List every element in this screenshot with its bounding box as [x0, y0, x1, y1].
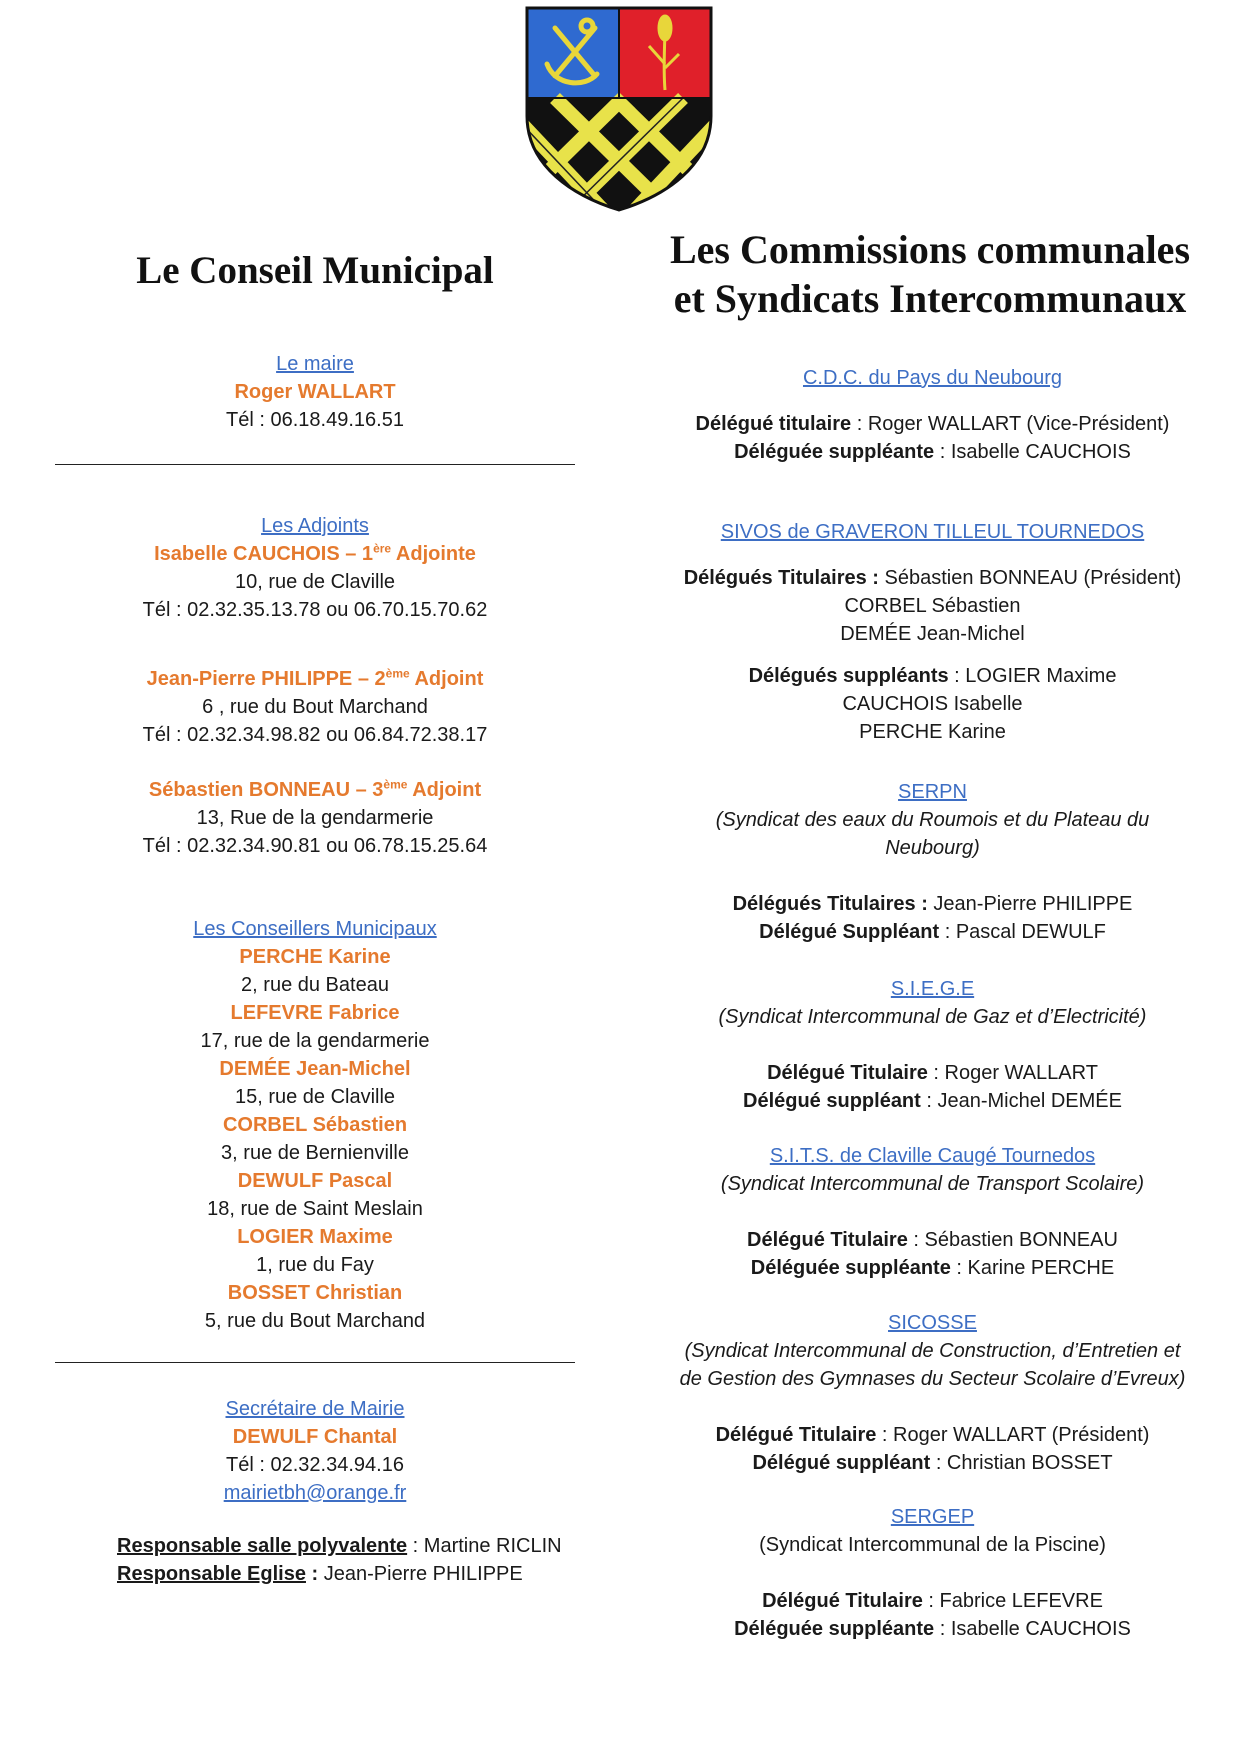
email-link[interactable]: mairietbh@orange.fr [223, 1482, 407, 1504]
adjoint-address: 13, Rue de la gendarmerie [196, 807, 434, 829]
responsables-block [117, 1532, 587, 1588]
adjoint-address: 10, rue de Claville [234, 571, 396, 593]
conseiller-address: 1, rue du Fay [256, 1254, 374, 1276]
conseiller-address: 3, rue de Bernienville [221, 1142, 409, 1164]
divider [55, 464, 575, 465]
siege-block [665, 975, 1200, 1115]
sicosse-description: (Syndicat Intercommunal de Construction, d’Entretien et [684, 1340, 1181, 1362]
delegue-line: Déléguée suppléante : Isabelle CAUCHOIS [734, 1618, 1131, 1640]
conseillers-heading: Les Conseillers Municipaux [193, 918, 437, 940]
sivos-block [665, 518, 1200, 746]
adjoints-block [55, 512, 575, 624]
maire-tel: Tél : 06.18.49.16.51 [226, 409, 404, 431]
delegue-line: CAUCHOIS Isabelle [842, 693, 1023, 715]
conseiller-address: 18, rue de Saint Meslain [207, 1198, 423, 1220]
secretaire-tel: Tél : 02.32.34.94.16 [226, 1454, 404, 1476]
commissions-title: Les Commissions communales et Syndicats Intercommunaux [669, 227, 1191, 321]
siege-heading: S.I.E.G.E [890, 978, 975, 1000]
delegue-line: DEMÉE Jean-Michel [840, 623, 1025, 645]
adjoint-name: Sébastien BONNEAU – 3ème Adjoint [148, 777, 482, 801]
serpn-description: (Syndicat des eaux du Roumois et du Plateau du [715, 809, 1150, 831]
sicosse-block [665, 1309, 1200, 1477]
delegue-line: Délégué suppléant : Christian BOSSET [752, 1452, 1113, 1474]
serpn-description: Neubourg) [885, 837, 980, 859]
delegue-line: Délégués Titulaires : Sébastien BONNEAU (Président) [683, 567, 1182, 589]
maire-block [55, 350, 575, 434]
council-title: Le Conseil Municipal [136, 249, 494, 292]
conseiller-name: PERCHE Karine [239, 946, 391, 968]
maire-name: Roger WALLART [234, 381, 396, 403]
cdc-block [665, 364, 1200, 466]
sits-heading: S.I.T.S. de Claville Caugé Tournedos [769, 1145, 1096, 1167]
delegue-line: Délégués suppléants : LOGIER Maxime [748, 665, 1117, 687]
conseiller-name: DEMÉE Jean-Michel [219, 1058, 411, 1080]
secretaire-block [55, 1395, 575, 1507]
conseiller-name: CORBEL Sébastien [222, 1114, 408, 1136]
sergep-block [665, 1503, 1200, 1643]
conseillers-block [55, 915, 575, 1335]
sergep-description: (Syndicat Intercommunal de la Piscine) [759, 1534, 1106, 1556]
secretaire-heading: Secrétaire de Mairie [225, 1398, 405, 1420]
maire-heading: Le maire [276, 353, 354, 375]
sivos-heading: SIVOS de GRAVERON TILLEUL TOURNEDOS [720, 521, 1145, 543]
conseiller-name: LEFEVRE Fabrice [230, 1002, 400, 1024]
serpn-block [665, 778, 1200, 946]
serpn-heading: SERPN [898, 781, 967, 803]
responsable-line: Responsable salle polyvalente : Martine RICLIN [117, 1535, 562, 1557]
adjoint-tel: Tél : 02.32.35.13.78 ou 06.70.15.70.62 [142, 599, 488, 621]
sicosse-description: de Gestion des Gymnases du Secteur Scolaire d’Evreux) [679, 1368, 1186, 1390]
adjoint-address: 6 , rue du Bout Marchand [202, 696, 428, 718]
delegue-line: Délégué Suppléant : Pascal DEWULF [759, 921, 1106, 943]
conseiller-name: BOSSET Christian [227, 1282, 403, 1304]
divider [55, 1362, 575, 1363]
adjoint-block [55, 776, 575, 860]
delegue-line: Délégués Titulaires : Jean-Pierre PHILIPPE [732, 893, 1133, 915]
adjoint-tel: Tél : 02.32.34.90.81 ou 06.78.15.25.64 [142, 835, 488, 857]
delegue-line: Délégué titulaire : Roger WALLART (Vice-Président) [695, 413, 1170, 435]
conseiller-name: LOGIER Maxime [237, 1226, 393, 1248]
delegue-line: Délégué Titulaire : Roger WALLART [767, 1062, 1098, 1084]
adjoint-block [55, 665, 575, 749]
delegue-line: Déléguée suppléante : Isabelle CAUCHOIS [734, 441, 1131, 463]
adjoint-name: Isabelle CAUCHOIS – 1ère Adjointe [154, 541, 476, 565]
conseiller-address: 2, rue du Bateau [241, 974, 389, 996]
conseiller-name: DEWULF Pascal [237, 1170, 393, 1192]
coat-of-arms-logo [525, 6, 713, 212]
delegue-line: Déléguée suppléante : Karine PERCHE [750, 1257, 1115, 1279]
secretaire-name: DEWULF Chantal [232, 1426, 398, 1448]
delegue-line: Délégué Titulaire : Fabrice LEFEVRE [762, 1590, 1103, 1612]
sicosse-heading: SICOSSE [888, 1312, 977, 1334]
conseiller-address: 15, rue de Claville [234, 1086, 396, 1108]
delegue-line: Délégué Titulaire : Sébastien BONNEAU [747, 1229, 1118, 1251]
adjoints-heading: Les Adjoints [261, 515, 369, 537]
delegue-line: CORBEL Sébastien [844, 595, 1021, 617]
siege-description: (Syndicat Intercommunal de Gaz et d’Electricité) [718, 1006, 1147, 1028]
delegue-line: Délégué suppléant : Jean-Michel DEMÉE [743, 1090, 1122, 1112]
sits-block [665, 1142, 1200, 1282]
delegue-line: Délégué Titulaire : Roger WALLART (Président) [715, 1424, 1150, 1446]
cdc-heading: C.D.C. du Pays du Neubourg [802, 367, 1063, 389]
conseiller-address: 17, rue de la gendarmerie [200, 1030, 430, 1052]
adjoint-name: Jean-Pierre PHILIPPE – 2ème Adjoint [146, 666, 484, 690]
sits-description: (Syndicat Intercommunal de Transport Scolaire) [720, 1173, 1145, 1195]
adjoint-tel: Tél : 02.32.34.98.82 ou 06.84.72.38.17 [142, 724, 488, 746]
delegue-line: PERCHE Karine [859, 721, 1006, 743]
responsable-line: Responsable Eglise : Jean-Pierre PHILIPPE [117, 1563, 523, 1585]
conseiller-address: 5, rue du Bout Marchand [204, 1310, 426, 1332]
sergep-heading: SERGEP [890, 1506, 975, 1528]
